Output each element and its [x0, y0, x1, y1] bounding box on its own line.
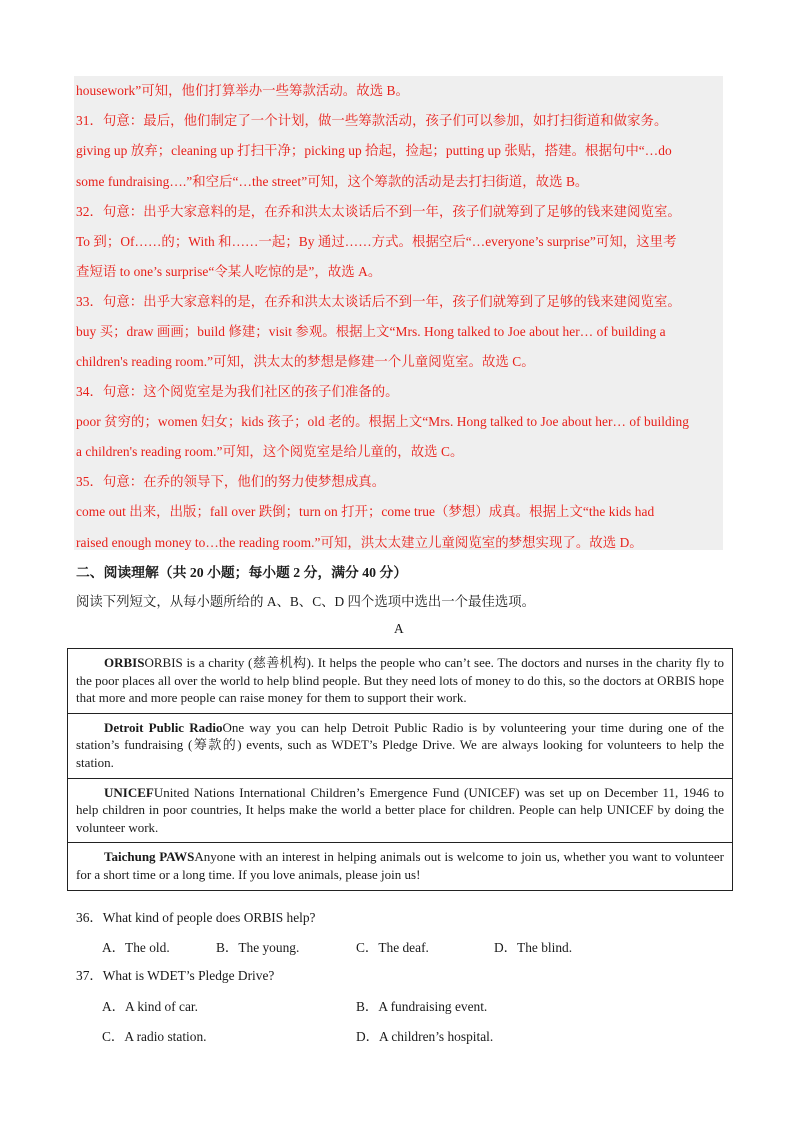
- passage-cell-orbis: [68, 649, 732, 714]
- answer-line: come out 出来，出版；fall over 跌倒；turn on 打开；come true（梦想）成真。根据上文“the kids had: [76, 504, 655, 519]
- passage-cell-detroit-radio: [68, 714, 732, 779]
- answer-line: 32．句意：出乎大家意料的是，在乔和洪太太谈话后不到一年，孩子们就筹到了足够的钱来建阅览室。: [76, 204, 681, 219]
- option-d[interactable]: D．The blind.: [494, 940, 573, 955]
- answer-line: giving up 放弃；cleaning up 打扫干净；picking up 拾起，捡起；putting up 张贴，搭建。根据句中“…do: [76, 143, 672, 158]
- option-c[interactable]: C．A radio station.: [102, 1029, 207, 1044]
- answer-line: some fundraising….”和空后“…the street”可知，这个筹款的活动是去打扫街道，故选 B。: [76, 174, 589, 189]
- cell-text: United Nations International Children’s Emergence Fund (UNICEF) was set up on December 11, 1946 to help children in poor countries, It helps make the world a better place for children. People can help UNICEF by doing the volunteer work.: [76, 784, 724, 835]
- answer-line: 33．句意：出乎大家意料的是，在乔和洪太太谈话后不到一年，孩子们就筹到了足够的钱来建阅览室。: [76, 294, 681, 309]
- cell-text: Anyone with an interest in helping animals out is welcome to join us, whether you want to volunteer for a short time or a long time. If you love animals, please join us!: [76, 849, 724, 882]
- passage-label: A: [394, 621, 404, 636]
- option-b[interactable]: B．The young.: [216, 940, 300, 955]
- question-stem: 36．What kind of people does ORBIS help?: [76, 910, 316, 925]
- option-a[interactable]: A．The old.: [102, 940, 170, 955]
- passage-cell-unicef: [68, 779, 732, 844]
- cell-heading: UNICEF: [104, 784, 154, 800]
- question-stem: 37．What is WDET’s Pledge Drive?: [76, 968, 275, 983]
- answer-line: 35．句意：在乔的领导下，他们的努力使梦想成真。: [76, 474, 386, 489]
- cell-text: ORBIS is a charity (慈善机构). It helps the people who can’t see. The doctors and nurses in the charity fly to the poor places all over the world to help blind people. But they need lots of money to do this, so the doctors at ORBIS hope that more and more people can raise money for them to support their work.: [76, 655, 724, 706]
- answer-line: a children's reading room.”可知，这个阅览室是给儿童的，故选 C。: [76, 444, 464, 459]
- cell-text: One way you can help Detroit Public Radio is by volunteering your time during one of the station’s fundraising (筹款的) events, such as WDET’s Pledge Drive. We are always looking for volunteers to help the station.: [76, 719, 724, 770]
- answer-line: 查短语 to one’s surprise“令某人吃惊的是”，故选 A。: [76, 264, 382, 279]
- option-b[interactable]: B．A fundraising event.: [356, 999, 488, 1014]
- answer-line: buy 买；draw 画画；build 修建；visit 参观。根据上文“Mrs. Hong talked to Joe about her… of building a: [76, 324, 666, 339]
- passage-cell-taichung-paws: [68, 843, 732, 889]
- section-title: 二、阅读理解（共 20 小题；每小题 2 分，满分 40 分）: [76, 565, 408, 580]
- section-instruction: 阅读下列短文，从每小题所给的 A、B、C、D 四个选项中选出一个最佳选项。: [76, 594, 536, 609]
- cell-heading: ORBIS: [104, 655, 145, 670]
- cell-heading: Taichung PAWS: [104, 849, 195, 865]
- option-d[interactable]: D．A children’s hospital.: [356, 1029, 494, 1044]
- passage-table: [67, 648, 733, 891]
- cell-heading: Detroit Public Radio: [104, 719, 223, 735]
- answer-line: To 到；Of……的；With 和……一起；By 通过……方式。根据空后“…everyone’s surprise”可知，这里考: [76, 234, 677, 249]
- answer-line: poor 贫穷的；women 妇女；kids 孩子；old 老的。根据上文“Mrs. Hong talked to Joe about her… of building: [76, 414, 690, 429]
- answer-line: children's reading room.”可知，洪太太的梦想是修建一个儿童阅览室。故选 C。: [76, 354, 535, 369]
- option-c[interactable]: C．The deaf.: [356, 940, 429, 955]
- option-a[interactable]: A．A kind of car.: [102, 999, 198, 1014]
- answer-line: 34．句意：这个阅览室是为我们社区的孩子们准备的。: [76, 384, 399, 399]
- answer-line: raised enough money to…the reading room.”可知，洪太太建立儿童阅览室的梦想实现了。故选 D。: [76, 535, 643, 550]
- answer-line: housework”可知，他们打算举办一些筹款活动。故选 B。: [76, 83, 409, 98]
- answer-line: 31．句意：最后，他们制定了一个计划，做一些筹款活动，孩子们可以参加，如打扫街道和做家务。: [76, 113, 668, 128]
